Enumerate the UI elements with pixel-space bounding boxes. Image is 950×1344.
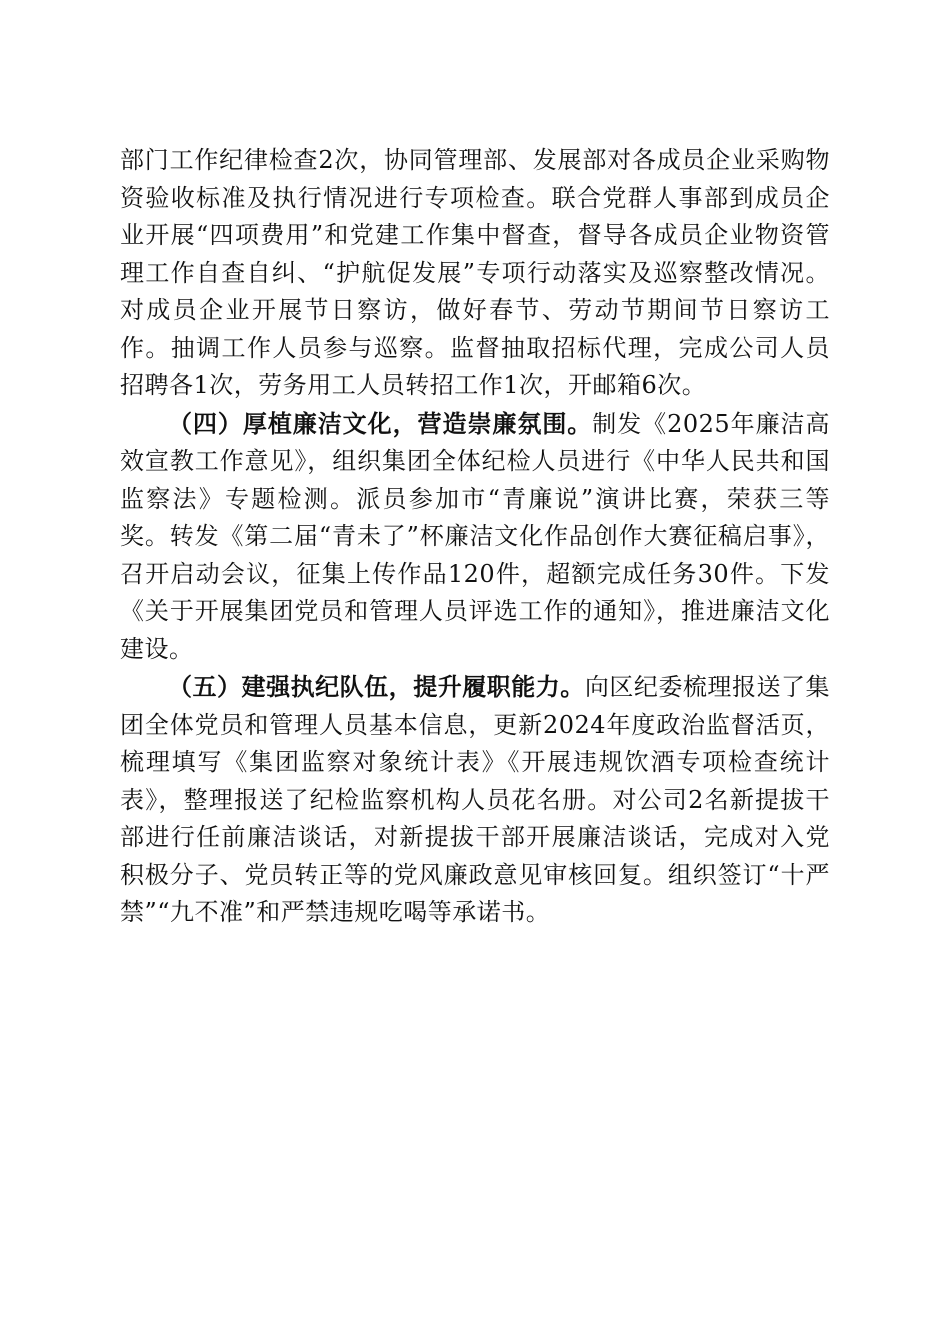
paragraph-section-5 bbox=[120, 668, 830, 932]
paragraph-text: 部门工作纪律检查2次，协同管理部、发展部对各成员企业采购物资验收标准及执行情况进行专项检查。联合党群人事部到成员企业开展“四项费用”和党建工作集中督查，督导各成员企业物资管理工作自查自纠、“护航促发展”专项行动落实及巡察整改情况。对成员企业开展节日察访，做好春节、劳动节期间节日察访工作。抽调工作人员参与巡察。监督抽取招标代理，完成公司人员招聘各1次，劳务用工人员转招工作1次，开邮箱6次。 bbox=[120, 146, 830, 399]
paragraph-text: 向区纪委梳理报送了集团全体党员和管理人员基本信息，更新2024年度政治监督活页，梳理填写《集团监察对象统计表》《开展违规饮酒专项检查统计表》，整理报送了纪检监察机构人员花名册。对公司2名新提拔干部进行任前廉洁谈话，对新提拔干部开展廉洁谈话，完成对入党积极分子、党员转正等的党风廉政意见审核回复。组织签订“十严禁”“九不准”和严禁违规吃喝等承诺书。 bbox=[120, 673, 831, 926]
document-page bbox=[120, 142, 830, 932]
paragraph-section-4 bbox=[120, 405, 830, 669]
section-heading: （五）建强执纪队伍，提升履职能力。 bbox=[168, 672, 585, 701]
paragraph-text: 制发《2025年廉洁高效宣教工作意见》，组织集团全体纪检人员进行《中华人民共和国监察法》专题检测。派员参加市“青廉说”演讲比赛，荣获三等奖。转发《第二届“青未了”杯廉洁文化作品创作大赛征稿启事》，召开启动会议，征集上传作品120件，超额完成任务30件。下发《关于开展集团党员和管理人员评选工作的通知》，推进廉洁文化建设。 bbox=[120, 409, 831, 663]
section-heading: （四）厚植廉洁文化，营造崇廉氛围。 bbox=[168, 408, 593, 438]
paragraph-continuation bbox=[120, 142, 830, 405]
